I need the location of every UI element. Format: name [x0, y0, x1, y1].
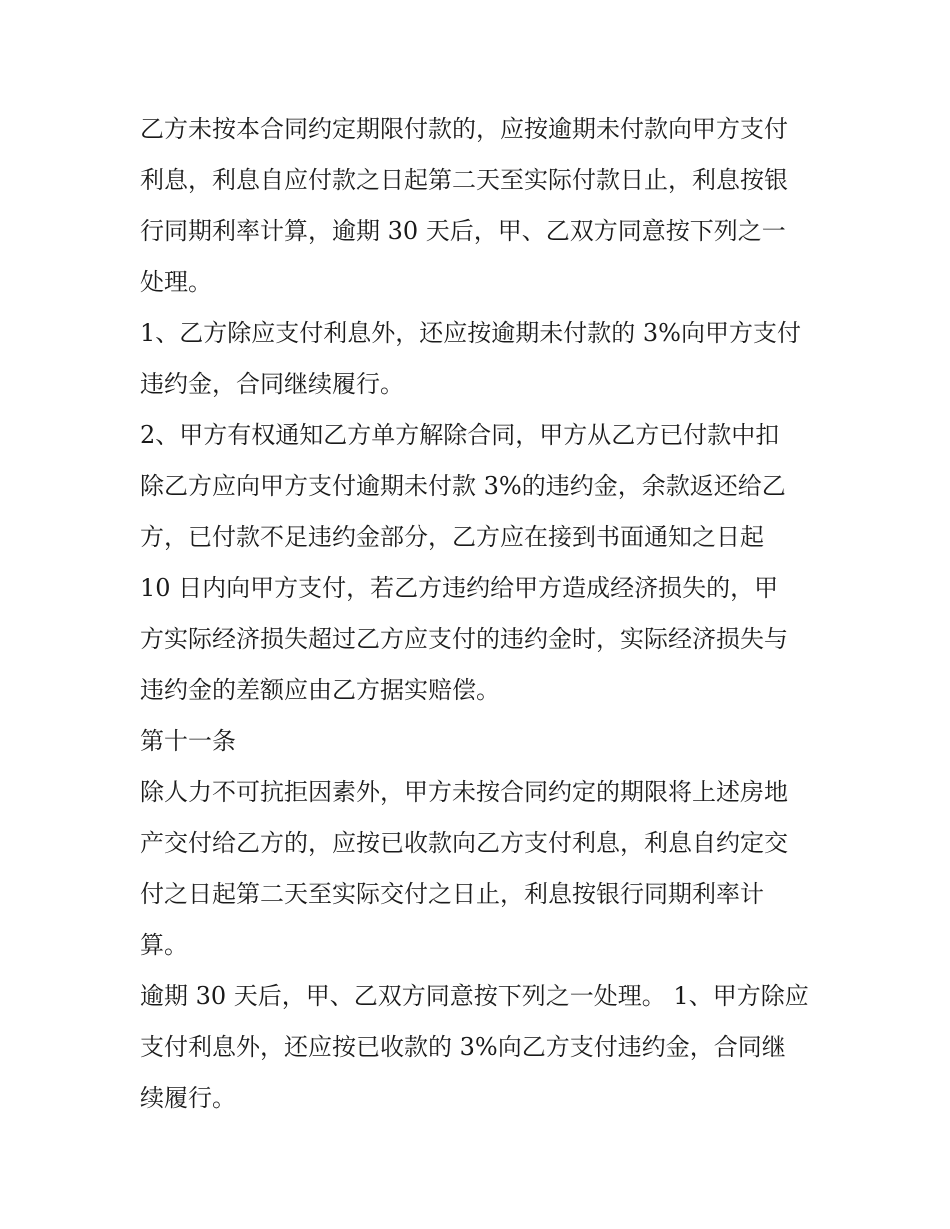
text-line: 算。	[140, 931, 188, 959]
text-line: 支付利息外，还应按已收款的 3%向乙方支付违约金，合同继	[140, 1033, 786, 1061]
text-line: 利息，利息自应付款之日起第二天至实际付款日止，利息按银	[140, 166, 788, 194]
text-line: 乙方未按本合同约定期限付款的，应按逾期未付款向甲方支付	[140, 115, 788, 143]
text-line: 方实际经济损失超过乙方应支付的违约金时，实际经济损失与	[140, 625, 788, 653]
text-line: 除乙方应向甲方支付逾期未付款 3%的违约金，余款返还给乙	[140, 472, 786, 500]
clause-item-2: 2、甲方有权通知乙方单方解除合同，甲方从乙方已付款中扣	[140, 421, 780, 449]
text-line: 逾期 30 天后，甲、乙双方同意按下列之一处理。 1、甲方除应	[140, 982, 809, 1010]
text-line: 行同期利率计算，逾期 30 天后，甲、乙双方同意按下列之一	[140, 217, 786, 245]
text-line: 续履行。	[140, 1084, 236, 1112]
text-line: 方，已付款不足违约金部分，乙方应在接到书面通知之日起	[140, 523, 764, 551]
text-line: 10 日内向甲方支付，若乙方违约给甲方造成经济损失的，甲	[140, 574, 779, 602]
text-line: 除人力不可抗拒因素外，甲方未按合同约定的期限将上述房地	[140, 778, 788, 806]
text-line: 违约金的差额应由乙方据实赔偿。	[140, 676, 500, 704]
text-line: 违约金，合同继续履行。	[140, 370, 404, 398]
document-body	[140, 104, 820, 1124]
clause-item-1: 1、乙方除应支付利息外，还应按逾期未付款的 3%向甲方支付	[140, 319, 801, 347]
text-line: 产交付给乙方的，应按已收款向乙方支付利息，利息自约定交	[140, 829, 788, 857]
text-line: 处理。	[140, 268, 212, 296]
section-heading: 第十一条	[140, 727, 236, 755]
text-line: 付之日起第二天至实际交付之日止，利息按银行同期利率计	[140, 880, 764, 908]
